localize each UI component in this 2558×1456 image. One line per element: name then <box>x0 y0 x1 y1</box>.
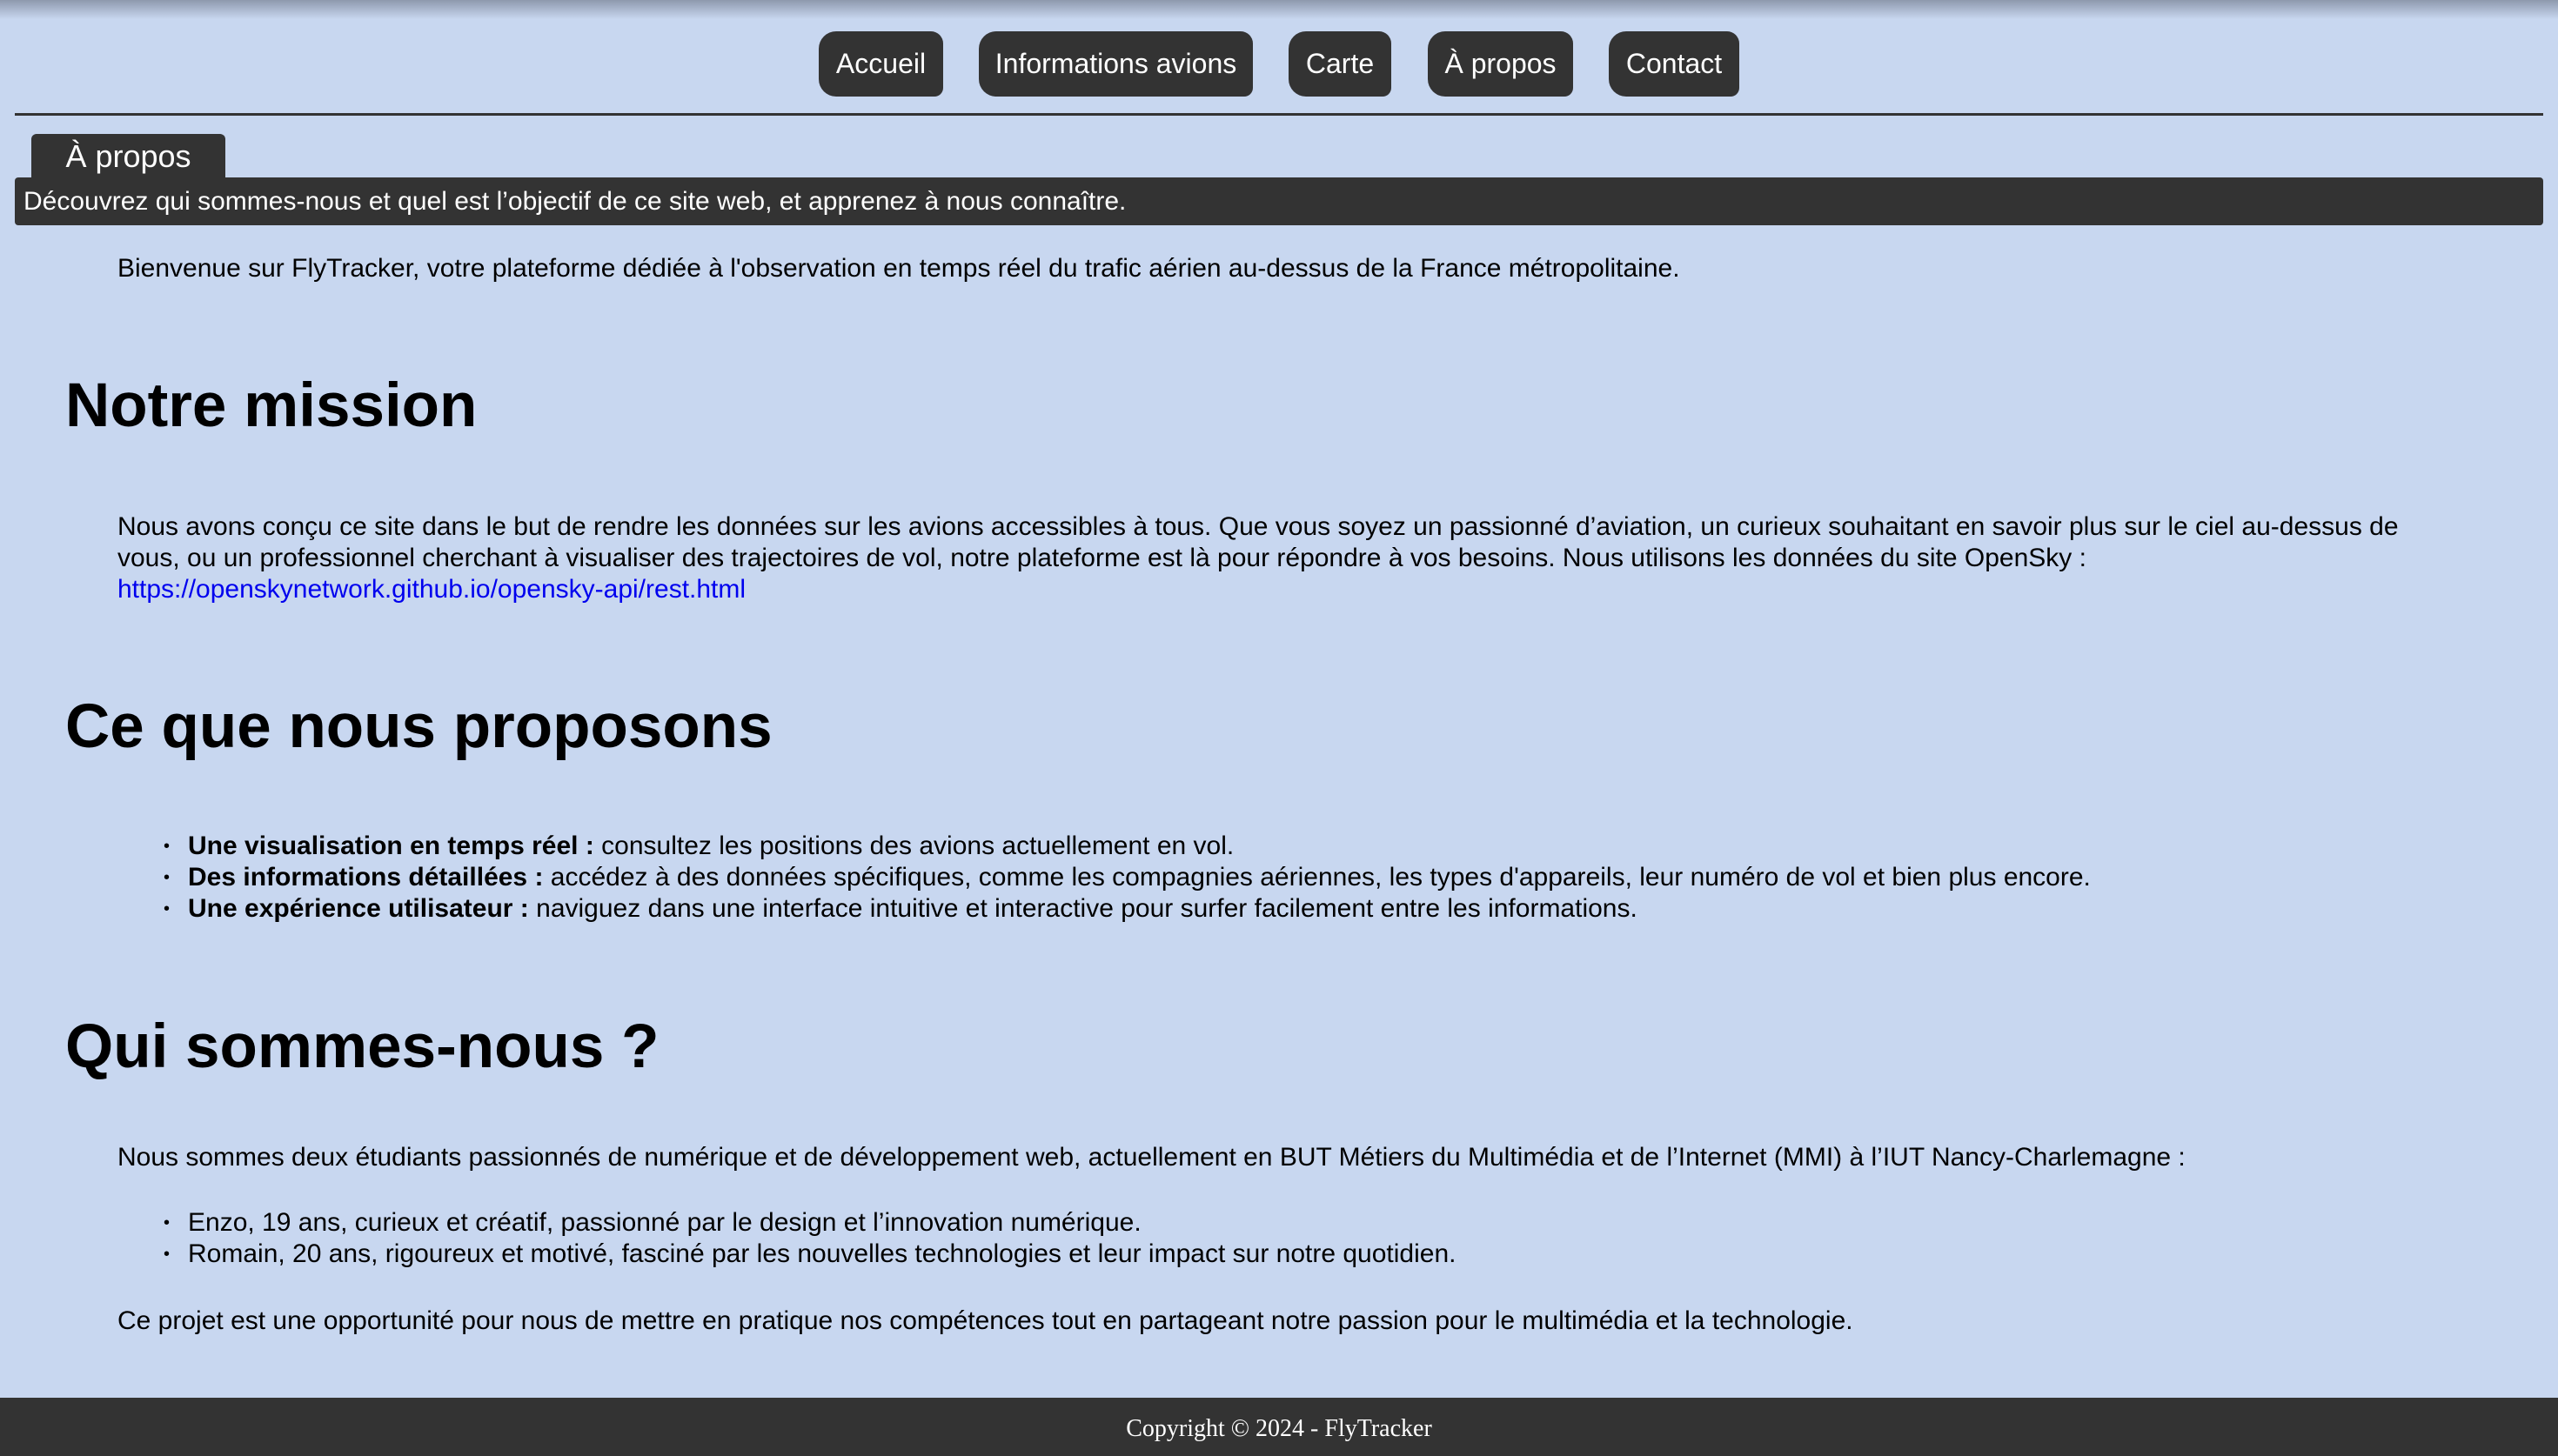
item-text: accédez à des données spécifiques, comme les compagnies aériennes, les types d'appareils, leur numéro de vol et bien plus encore. <box>543 863 2091 892</box>
item-label: Une visualisation en temps réel : <box>188 832 594 860</box>
item-label: Une expérience utilisateur : <box>188 894 529 923</box>
item-label: Des informations détaillées : <box>188 863 544 892</box>
opensky-link[interactable]: https://openskynetwork.github.io/opensky-api/rest.html <box>117 575 747 604</box>
about-text: Nous sommes deux étudiants passionnés de numérique et de développement web, actuellement en BUT Métiers du Multimédia et de l’Internet (MMI) à l’IUT Nancy-Charlemagne : <box>117 1143 2186 1172</box>
section-subtitle: Découvrez qui sommes-nous et quel est l’objectif de ce site web, et apprenez à nous connaître. <box>15 177 2543 225</box>
list-item <box>188 862 2091 893</box>
intro-text: Bienvenue sur FlyTracker, votre plateforme dédiée à l'observation en temps réel du trafic aérien au-dessus de la France métropolitaine. <box>117 254 1680 283</box>
nav-informations-avions[interactable]: Informations avions <box>979 31 1253 97</box>
divider <box>15 113 2543 116</box>
list-item <box>188 831 2091 862</box>
mission-heading: Notre mission <box>65 371 478 440</box>
top-shadow <box>0 0 2558 19</box>
closing-text: Ce projet est une opportunité pour nous de mettre en pratique nos compétences tout en partageant notre passion pour le multimédia et la technologie. <box>117 1306 1853 1335</box>
nav-contact[interactable]: Contact <box>1609 31 1739 97</box>
nav-carte[interactable]: Carte <box>1289 31 1391 97</box>
mission-text <box>117 511 2432 605</box>
mission-body: Nous avons conçu ce site dans le but de rendre les données sur les avions accessibles à tous. Que vous soyez un passionné d’aviation, un curieux souhaitant en savoir plus sur le ciel au-dessus de vous, ou un professionnel cherchant à visualiser des trajectoires de vol, notre plateforme est là pour répondre à vos besoins. Nous utilisons les données du site OpenSky : <box>117 512 2399 572</box>
item-text: naviguez dans une interface intuitive et interactive pour surfer facilement entre les informations. <box>528 894 1637 923</box>
list-item: • Enzo, 19 ans, curieux et créatif, passionné par le design et l’innovation numérique. <box>188 1207 1456 1239</box>
members-list <box>188 1207 1456 1270</box>
nav-accueil[interactable]: Accueil <box>819 31 943 97</box>
item-text: consultez les positions des avions actuellement en vol. <box>593 832 1235 860</box>
list-item: • Romain, 20 ans, rigoureux et motivé, fasciné par les nouvelles technologies et leur impact sur notre quotidien. <box>188 1239 1456 1270</box>
about-heading: Qui sommes-nous ? <box>65 1012 660 1081</box>
list-item <box>188 893 2091 925</box>
nav-a-propos[interactable]: À propos <box>1428 31 1573 97</box>
offer-heading: Ce que nous proposons <box>65 692 773 761</box>
section-tab: À propos <box>31 134 225 179</box>
offer-list <box>188 831 2091 925</box>
footer: Copyright © 2024 - FlyTracker <box>0 1398 2558 1456</box>
